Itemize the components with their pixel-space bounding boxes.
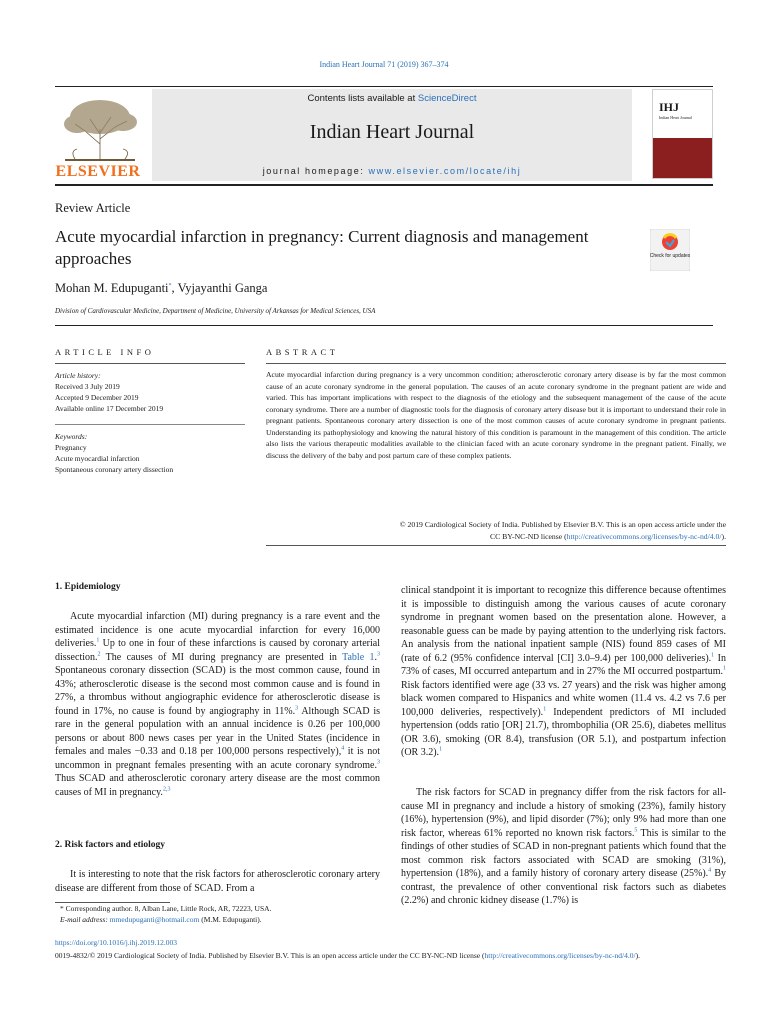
header-rule (55, 325, 713, 326)
authors-line (55, 281, 267, 296)
epidemiology-paragraph: Acute myocardial infarction (MI) during pregnancy is a rare event and the estimated incidence is one acute myocardial infarction for every 16,000 deliveries.$^1$ Up to one in four of these infarctions is caused by coronary arterial dissection.$^2$ The causes of MI during pregnancy are presented in Table 1.$^3$ Spontaneous coronary dissection (SCAD) is the most common cause, found in 43%; atherosclerotic disease is the second most common cause and is found in 27%, a thrombus without angiographic evidence for atherosclerotic disease is found in 17%, no cause is found by angiography in 11%.$^3$ Although SCAD is rare in the general population with an annual incidence is 0.26 per 100,000 persons or about 800 news cases per year in the United States (incidence in females and males −0.33 and 0.18 per 100,000 persons respectively),$^4$ it is not uncommon in pregnant females presenting with an acute coronary syndrome.$^3$ Thus SCAD and atherosclerotic coronary artery disease are the most common causes of MI in pregnancy.$^{2,3}$ (55, 611, 380, 798)
risk-factors-paragraph: It is interesting to note that the risk factors for atherosclerotic coronary artery disease are different from those of SCAD. From a (55, 869, 380, 894)
ref-link[interactable]: 1 (96, 637, 100, 644)
email-label: E-mail address: (60, 914, 110, 924)
ref-link[interactable]: 5 (634, 827, 638, 834)
author-1-mark[interactable]: * (168, 282, 172, 289)
homepage-link[interactable]: www.elsevier.com/locate/ihj (368, 166, 522, 176)
section-heading-epidemiology: 1. Epidemiology (55, 582, 121, 592)
ref-link[interactable]: 4 (341, 745, 345, 752)
abstract-top-rule (266, 363, 726, 364)
article-type: Review Article (55, 201, 131, 215)
ref-link[interactable]: 3 (377, 651, 380, 658)
abstract-text: Acute myocardial infarction during pregnancy is a very uncommon condition; atherosclerotic coronary artery disease is by far the most common cause of an acute coronary syndrome in the general population. The causes of an acute coronary syndrome in the pregnant patient are wide and varied. This has important implications with respect to the diagnosis of the etiology and the subsequent management of the cause of the acute coronary syndrome. There are a number of diagnostic tools for the diagnosis of coronary artery disease but it is important to understand their role in pregnant patients. Spontaneous coronary artery dissection is one of the most common causes of acute coronary syndrome in pregnant patients. Understanding its pathophysiology and knowing the natural history of this condition is paramount in the management of this condition. The article also lists the various therapeutic modalities available to the clinician faced with an acute coronary syndrome in the pregnant patient. Finally, we discuss the delivery of the baby and post partum care of these complex patients. (266, 370, 726, 460)
ref-link[interactable]: 1 (543, 706, 547, 713)
license-link[interactable]: http://creativecommons.org/licenses/by-nc-nd/4.0/ (566, 531, 722, 541)
author-2[interactable]: Vyjayanthi Ganga (177, 281, 268, 295)
article-history (55, 370, 163, 414)
article-title: Acute myocardial infarction in pregnancy: Current diagnosis and management approaches (55, 227, 589, 268)
ref-link[interactable]: 3 (377, 759, 380, 766)
contents-line (152, 93, 632, 104)
risk-factors-continued-paragraph: clinical standpoint it is important to recognize this difference because oftentimes it is impossible to distinguish among the various causes of acute coronary syndrome in pregnant women based on the presentation alone. However, a reasonable guess can be made by paying attention to the underlying risk factors. An analysis from the national inpatient sample (NIS) found 859 cases of MI (rate of 6.2 (95% confidence interval [CI] 3.0–9.4) per 100,000 deliveries).$^1$ In 73% of cases, MI occurred antepartum and in 27% the MI occurred postpartum.$^1$ Risk factors identified were age (33 vs. 27 years) and the risk was higher among black women compared to Hispanics and white women (11.4 vs. 4.2 vs 7.6 per 100,000 deliveries, respectively).$^1$ Independent predictors of MI included hypertension (odds ratio [OR] 21.7), thrombophilia (OR 25.6), diabetes mellitus (OR 3.6), smoking (OR 8.4), transfusion (OR 5.1), and postpartum infection (OR 3.2).$^1$ (401, 585, 727, 758)
received-date: Received 3 July 2019 (55, 382, 120, 391)
ref-link[interactable]: 3 (295, 705, 299, 712)
corresponding-author-footnote (60, 904, 271, 925)
footnote-rule (55, 902, 170, 903)
keywords-rule (55, 424, 245, 425)
sciencedirect-link[interactable]: ScienceDirect (417, 93, 477, 104)
copyright-line: 0019-4832/© 2019 Cardiological Society of India. Published by Elsevier B.V. This is an open access article under the CC BY-NC-ND license (http://creativecommons.org/licenses/by-nc-nd/4.0/). (55, 951, 640, 960)
homepage-prefix: journal homepage: (262, 166, 369, 176)
accepted-date: Accepted 9 December 2019 (55, 393, 139, 402)
license-line-2 (266, 531, 726, 543)
license-prefix: CC BY-NC-ND license ( (490, 531, 567, 541)
footnote-email-line: E-mail address: mmedupuganti@hotmail.com (M.M. Edupuganti). (60, 914, 262, 924)
table-1-link[interactable]: Table 1 (342, 651, 375, 663)
check-for-updates-icon[interactable] (650, 229, 690, 271)
ref-link[interactable]: 2,3 (162, 786, 171, 793)
contents-prefix: Contents lists available at (307, 93, 418, 104)
journal-name: Indian Heart Journal (309, 121, 475, 143)
keyword-item: Spontaneous coronary artery dissection (55, 465, 174, 474)
masthead-bottom-rule (55, 184, 713, 186)
author-separator: , (171, 281, 178, 295)
section-heading-risk-factors: 2. Risk factors and etiology (55, 840, 166, 850)
history-label: Article history: (55, 371, 101, 380)
keyword-item: Acute myocardial infarction (55, 454, 140, 463)
scad-risk-factors-paragraph: The risk factors for SCAD in pregnancy differ from the risk factors for all-cause MI in pregnancy and include a history of smoking (23%), family history (16%), hypertension (9%), and lipid disorder (7%); only 9% had more than one risk factor, whereas 61% reported no known risk factors.$^5$ This is similar to the findings of other studies of SCAD in non-pregnant patients which found that the most common risk factors associated with SCAD are smoking (31%), hypertension (18%), and a family history of coronary artery disease (25%).$^4$ By contrast, the prevalence of other conventional risk factors such as diabetes (2.2%) and chronic kidney disease (1.7%) is (401, 787, 726, 906)
ref-link[interactable]: 1 (723, 665, 726, 672)
elsevier-wordmark[interactable]: ELSEVIER (55, 163, 141, 180)
footnote-address: * Corresponding author. 8, Alban Lane, Little Rock, AR, 72223, USA. (60, 904, 272, 913)
keywords-label: Keywords: (55, 432, 88, 441)
cover-title: Indian Heart Journal (659, 115, 692, 120)
article-info-heading: ARTICLE INFO (55, 347, 155, 357)
affiliation: Division of Cardiovascular Medicine, Department of Medicine, University of Arkansas for Medical Sciences, USA (55, 307, 376, 315)
keywords-block (55, 431, 173, 475)
abstract-bottom-rule (266, 545, 726, 546)
license-line-1: © 2019 Cardiological Society of India. Published by Elsevier B.V. This is an open access article under the (399, 520, 726, 529)
online-date: Available online 17 December 2019 (55, 404, 164, 413)
ref-link[interactable]: 4 (708, 867, 712, 874)
check-for-updates-label: Check for updates (649, 253, 691, 259)
keyword-item: Pregnancy (55, 443, 87, 452)
ref-link[interactable]: 1 (439, 746, 443, 753)
footer-license-link[interactable]: http://creativecommons.org/licenses/by-nc-nd/4.0/ (484, 951, 636, 960)
license-end: ). (721, 531, 726, 541)
journal-homepage (152, 166, 632, 176)
abstract-heading: ABSTRACT (266, 347, 339, 357)
cover-band (653, 138, 713, 179)
journal-citation[interactable]: Indian Heart Journal 71 (2019) 367–374 (319, 60, 449, 69)
masthead-top-rule (55, 86, 713, 87)
ref-link[interactable]: 1 (711, 652, 715, 659)
journal-cover-thumbnail[interactable] (652, 89, 713, 179)
ref-link[interactable]: 2 (97, 651, 101, 658)
doi-link[interactable]: https://doi.org/10.1016/j.ihj.2019.12.003 (55, 938, 177, 947)
article-info-rule (55, 363, 245, 364)
author-1[interactable]: Mohan M. Edupuganti (55, 281, 169, 295)
abstract-license (266, 519, 726, 542)
email-link[interactable]: mmedupuganti@hotmail.com (109, 914, 200, 924)
cover-brand: IHJ (659, 100, 680, 114)
